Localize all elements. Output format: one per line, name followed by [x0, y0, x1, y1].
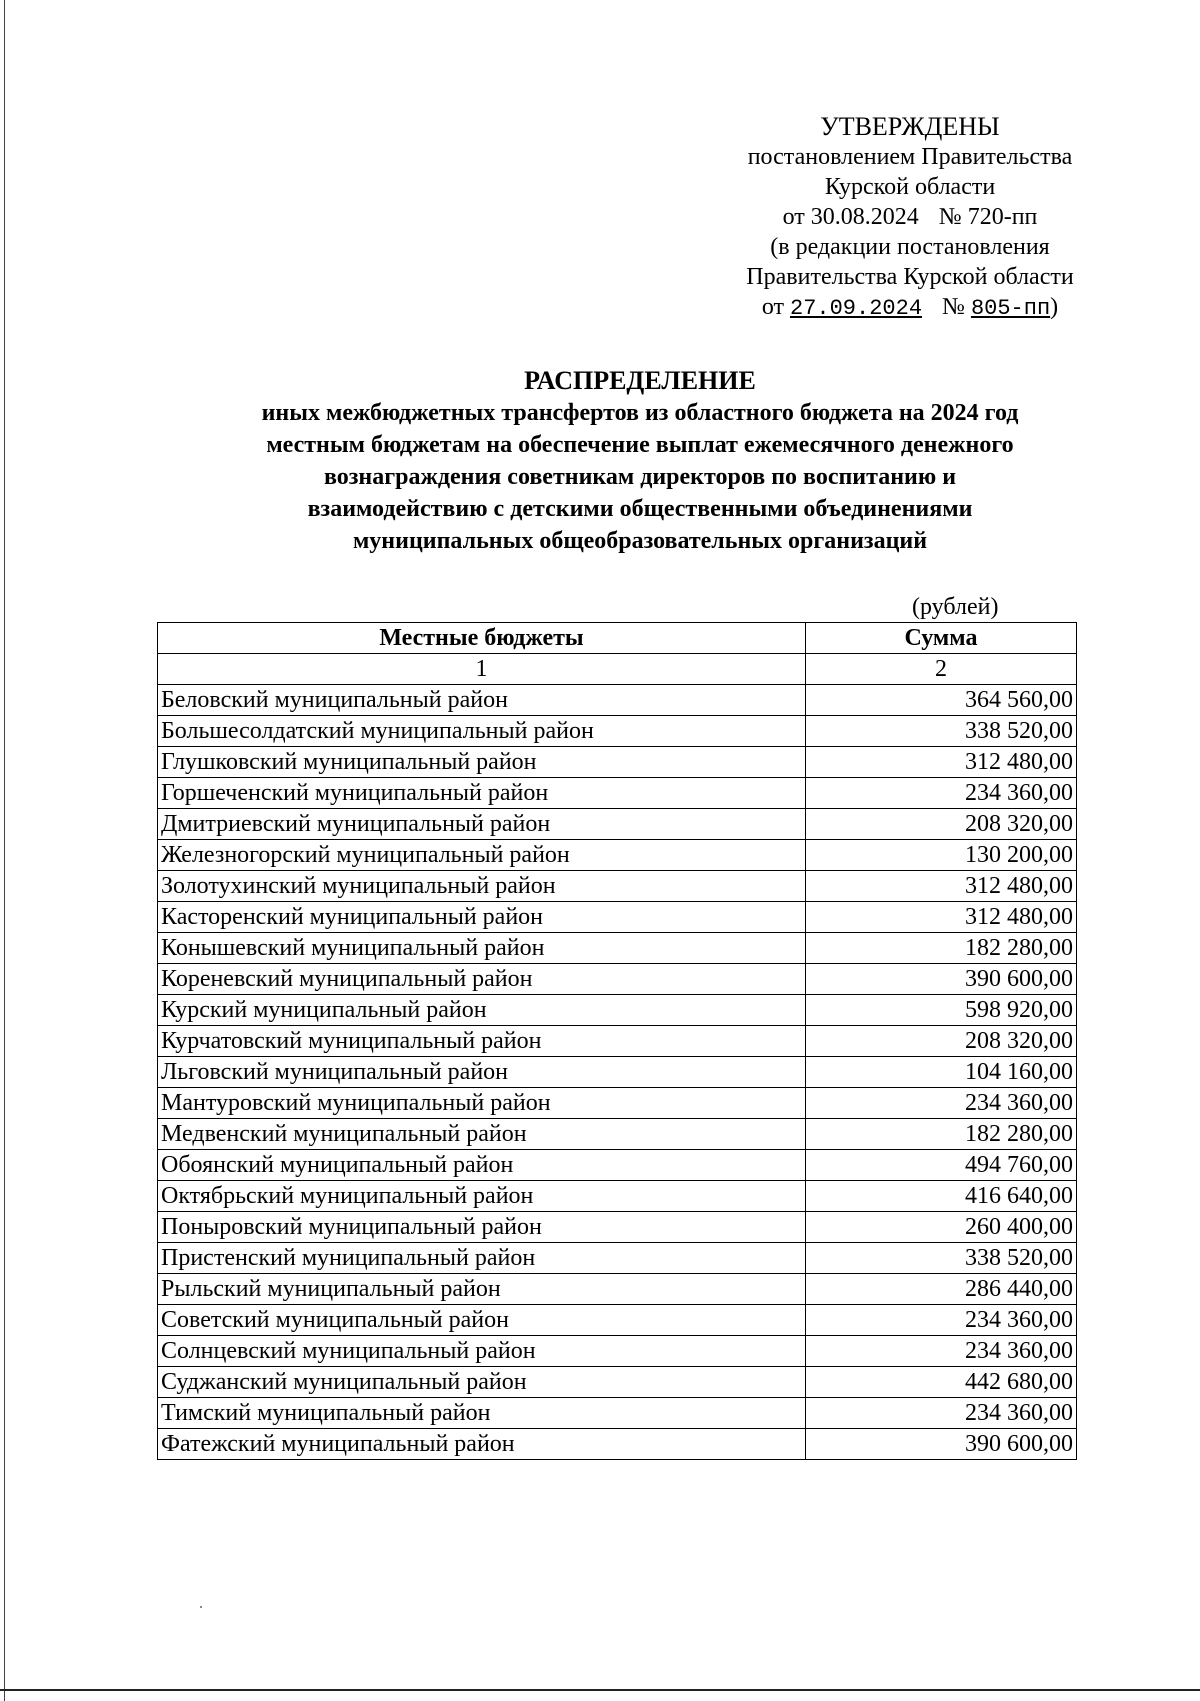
scan-speck: [200, 1606, 202, 1608]
budget-table: [157, 622, 1077, 1460]
table-row: [158, 1305, 1077, 1336]
table-row: [158, 1057, 1077, 1088]
subtitle-line: муниципальных общеобразовательных организаций: [352, 528, 928, 554]
subtitle-line: иных межбюджетных трансфертов из областного бюджета на 2024 год: [261, 400, 1019, 426]
table-body: [158, 685, 1077, 1460]
row-budget-name: Фатежский муниципальный район: [158, 1429, 806, 1460]
row-budget-name: Золотухинский муниципальный район: [158, 871, 806, 902]
page-bottom-edge: [0, 1689, 1200, 1691]
column-number: 2: [806, 654, 1077, 685]
table-row: [158, 1274, 1077, 1305]
approval-decree-date: от 30.08.2024: [782, 204, 919, 230]
row-budget-name: Глушковский муниципальный район: [158, 747, 806, 778]
approval-line: Курской области: [824, 174, 996, 200]
amendment-number: 805-пп: [970, 296, 1051, 321]
row-amount: 208 320,00: [806, 1026, 1077, 1057]
table-row: [158, 1367, 1077, 1398]
row-budget-name: Медвенский муниципальный район: [158, 1119, 806, 1150]
row-amount: 494 760,00: [806, 1150, 1077, 1181]
table-row: [158, 902, 1077, 933]
row-amount: 234 360,00: [806, 1398, 1077, 1429]
row-amount: 390 600,00: [806, 1429, 1077, 1460]
row-amount: 182 280,00: [806, 1119, 1077, 1150]
row-amount: 234 360,00: [806, 1088, 1077, 1119]
row-amount: 312 480,00: [806, 871, 1077, 902]
subtitle-line: вознаграждения советникам директоров по воспитанию и: [323, 464, 957, 490]
table-row: [158, 747, 1077, 778]
row-amount: 364 560,00: [806, 685, 1077, 716]
row-budget-name: Солнцевский муниципальный район: [158, 1336, 806, 1367]
row-amount: 442 680,00: [806, 1367, 1077, 1398]
row-budget-name: Дмитриевский муниципальный район: [158, 809, 806, 840]
row-amount: 338 520,00: [806, 716, 1077, 747]
column-header-budgets: Местные бюджеты: [158, 623, 806, 654]
approval-amendment-line: [680, 292, 1140, 324]
row-budget-name: Обоянский муниципальный район: [158, 1150, 806, 1181]
row-amount: 312 480,00: [806, 902, 1077, 933]
row-budget-name: Мантуровский муниципальный район: [158, 1088, 806, 1119]
row-budget-name: Льговский муниципальный район: [158, 1057, 806, 1088]
table-row: [158, 995, 1077, 1026]
approval-stamp: [680, 112, 1140, 324]
subtitle-line: взаимодействию с детскими общественными объединениями: [307, 496, 973, 522]
row-budget-name: Большесолдатский муниципальный район: [158, 716, 806, 747]
units-label: (рублей): [912, 594, 999, 620]
approval-decree-line: [680, 202, 1140, 232]
row-amount: 234 360,00: [806, 778, 1077, 809]
row-amount: 208 320,00: [806, 809, 1077, 840]
table-row: [158, 716, 1077, 747]
row-budget-name: Конышевский муниципальный район: [158, 933, 806, 964]
row-budget-name: Беловский муниципальный район: [158, 685, 806, 716]
approval-line: Правительства Курской области: [746, 264, 1074, 290]
table-row: [158, 1243, 1077, 1274]
row-budget-name: Советский муниципальный район: [158, 1305, 806, 1336]
row-budget-name: Курчатовский муниципальный район: [158, 1026, 806, 1057]
amendment-prefix: от: [761, 294, 784, 320]
document-title: РАСПРЕДЕЛЕНИЕ: [524, 366, 756, 395]
table-row: [158, 1181, 1077, 1212]
table-row: [158, 964, 1077, 995]
table-row: [158, 871, 1077, 902]
table-row: [158, 1398, 1077, 1429]
approval-line: (в редакции постановления: [770, 234, 1050, 260]
row-amount: 182 280,00: [806, 933, 1077, 964]
row-amount: 130 200,00: [806, 840, 1077, 871]
row-amount: 598 920,00: [806, 995, 1077, 1026]
amendment-suffix: ): [1050, 294, 1059, 320]
row-amount: 390 600,00: [806, 964, 1077, 995]
column-header-amount: Сумма: [806, 623, 1077, 654]
table-row: [158, 809, 1077, 840]
table-row: [158, 1119, 1077, 1150]
row-budget-name: Поныровский муниципальный район: [158, 1212, 806, 1243]
row-amount: 104 160,00: [806, 1057, 1077, 1088]
table-row: [158, 1150, 1077, 1181]
document-subtitle: [150, 397, 1130, 557]
table-row: [158, 1336, 1077, 1367]
row-budget-name: Горшеченский муниципальный район: [158, 778, 806, 809]
table-row: [158, 1026, 1077, 1057]
table-header-row: [158, 623, 1077, 654]
row-amount: 234 360,00: [806, 1305, 1077, 1336]
row-budget-name: Суджанский муниципальный район: [158, 1367, 806, 1398]
row-amount: 286 440,00: [806, 1274, 1077, 1305]
row-amount: 416 640,00: [806, 1181, 1077, 1212]
table-row: [158, 778, 1077, 809]
approval-heading: УТВЕРЖДЕНЫ: [820, 112, 1000, 141]
subtitle-line: местным бюджетам на обеспечение выплат ежемесячного денежного: [266, 432, 1014, 458]
table-column-number-row: [158, 654, 1077, 685]
page-left-edge: [4, 0, 5, 1701]
row-budget-name: Касторенский муниципальный район: [158, 902, 806, 933]
row-amount: 260 400,00: [806, 1212, 1077, 1243]
column-number: 1: [158, 654, 806, 685]
table-row: [158, 685, 1077, 716]
approval-line: постановлением Правительства: [747, 144, 1073, 170]
table-row: [158, 1212, 1077, 1243]
row-budget-name: Пристенский муниципальный район: [158, 1243, 806, 1274]
row-budget-name: Рыльский муниципальный район: [158, 1274, 806, 1305]
row-budget-name: Кореневский муниципальный район: [158, 964, 806, 995]
row-budget-name: Железногорский муниципальный район: [158, 840, 806, 871]
row-budget-name: Октябрьский муниципальный район: [158, 1181, 806, 1212]
row-budget-name: Тимский муниципальный район: [158, 1398, 806, 1429]
row-amount: 338 520,00: [806, 1243, 1077, 1274]
table-row: [158, 1429, 1077, 1460]
table-row: [158, 840, 1077, 871]
amendment-date: 27.09.2024: [790, 296, 923, 321]
row-amount: 234 360,00: [806, 1336, 1077, 1367]
row-budget-name: Курский муниципальный район: [158, 995, 806, 1026]
table-row: [158, 1088, 1077, 1119]
approval-decree-number: № 720-пп: [938, 204, 1038, 230]
row-amount: 312 480,00: [806, 747, 1077, 778]
amendment-number-prefix: №: [942, 294, 965, 320]
table-row: [158, 933, 1077, 964]
